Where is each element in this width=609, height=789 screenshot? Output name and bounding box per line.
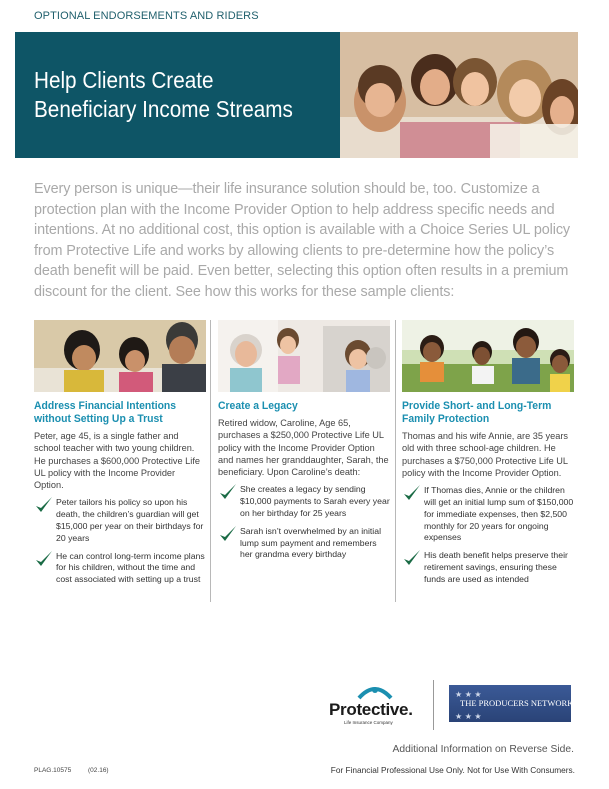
check-text: His death benefit helps preserve their retirement savings, ensuring these funds are used as intended xyxy=(424,550,568,584)
producers-network-logo xyxy=(449,685,574,722)
check-item xyxy=(402,550,574,585)
checkmark-icon xyxy=(218,482,238,502)
check-item xyxy=(34,551,206,586)
additional-info-note: Additional Information on Reverse Side. xyxy=(392,744,574,755)
check-item xyxy=(218,484,390,519)
check-item xyxy=(218,526,390,561)
father-children-photo xyxy=(34,320,206,392)
column-body: Peter, age 45, is a single father and school teacher with two young children. He purchases a $600,000 Protective Life UL policy with the Income Provider Option. xyxy=(34,431,200,491)
form-code: PLAG.10575 xyxy=(34,767,72,774)
title-line-1: Help Clients Create xyxy=(34,67,214,93)
column-body: Retired widow, Caroline, Age 65, purchases a $250,000 Protective Life UL policy with the Income Provider Option and names her granddaughter, Sarah, the beneficiary. Upon Caroline’s death: xyxy=(218,418,389,478)
column-divider xyxy=(395,320,396,602)
grandmother-granddaughter-photo xyxy=(218,320,390,392)
client-example-caroline xyxy=(218,320,390,561)
check-text: Peter tailors his policy so upon his death, the children’s guardian will get $15,000 per year on their birthdays for 20 years xyxy=(56,497,204,543)
check-text: She creates a legacy by sending $10,000 payments to Sarah every year on her birthday for 25 years xyxy=(240,484,390,519)
column-title: Provide Short- and Long-Term Family Protection xyxy=(402,400,552,425)
check-item xyxy=(34,497,206,544)
checkmark-icon xyxy=(34,495,54,515)
check-text: He can control long-term income plans for his children, without the time and cost associated with setting up a trust xyxy=(56,550,205,585)
section-label: OPTIONAL ENDORSEMENTS AND RIDERS xyxy=(34,10,259,22)
family-photo xyxy=(340,32,578,158)
svg-text:★ ★ ★: ★ ★ ★ xyxy=(455,712,482,721)
header-banner xyxy=(15,32,578,158)
check-text: Sarah isn’t overwhelmed by an initial lump sum payment and remembers her grandma every birthday xyxy=(240,525,382,560)
svg-text:★ ★ ★: ★ ★ ★ xyxy=(455,690,482,699)
page-title xyxy=(34,66,304,124)
checkmark-icon xyxy=(402,483,422,503)
checkmark-icon xyxy=(218,524,238,544)
family-outdoor-photo xyxy=(402,320,574,392)
protective-brand-sub: Life Insurance Company xyxy=(344,720,393,725)
intro-paragraph: Every person is unique—their life insurance solution should be, too. Customize a protection plan with the Income Provider Option to help address specific needs and intentions. At no additional cost, this option is available with a Choice Series UL policy from Protective Life and works by allowing clients to pre-determine how the policy’s death benefit will be paid. Even better, selecting this option often results in a premium discount for the client. See how this works for these sample clients: xyxy=(34,181,571,300)
client-example-thomas xyxy=(402,320,574,586)
column-title: Create a Legacy xyxy=(218,400,298,412)
form-date: (02.16) xyxy=(88,767,109,774)
checkmark-icon xyxy=(402,548,422,568)
protective-brand-name: Protective. xyxy=(329,700,413,719)
title-line-2: Beneficiary Income Streams xyxy=(34,96,293,122)
usage-note: For Financial Professional Use Only. Not for Use With Consumers. xyxy=(330,765,575,775)
checkmark-icon xyxy=(34,549,54,569)
producers-network-name: THE PRODUCERS NETWORK xyxy=(460,698,574,708)
check-item xyxy=(402,485,574,544)
protective-logo-icon xyxy=(357,684,393,700)
logo-divider xyxy=(433,680,434,730)
client-example-peter xyxy=(34,320,206,586)
column-divider xyxy=(210,320,211,602)
check-text: If Thomas dies, Annie or the children will get an initial lump sum of $150,000 for immediate expenses, then $2,500 monthly for 20 years for ongoing expenses xyxy=(424,485,574,543)
column-body: Thomas and his wife Annie, are 35 years old with three school-age children. He purchases a $750,000 Protective Life UL policy with the Income Provider Option. xyxy=(402,431,568,478)
column-title: Address Financial Intentions without Setting Up a Trust xyxy=(34,400,177,425)
